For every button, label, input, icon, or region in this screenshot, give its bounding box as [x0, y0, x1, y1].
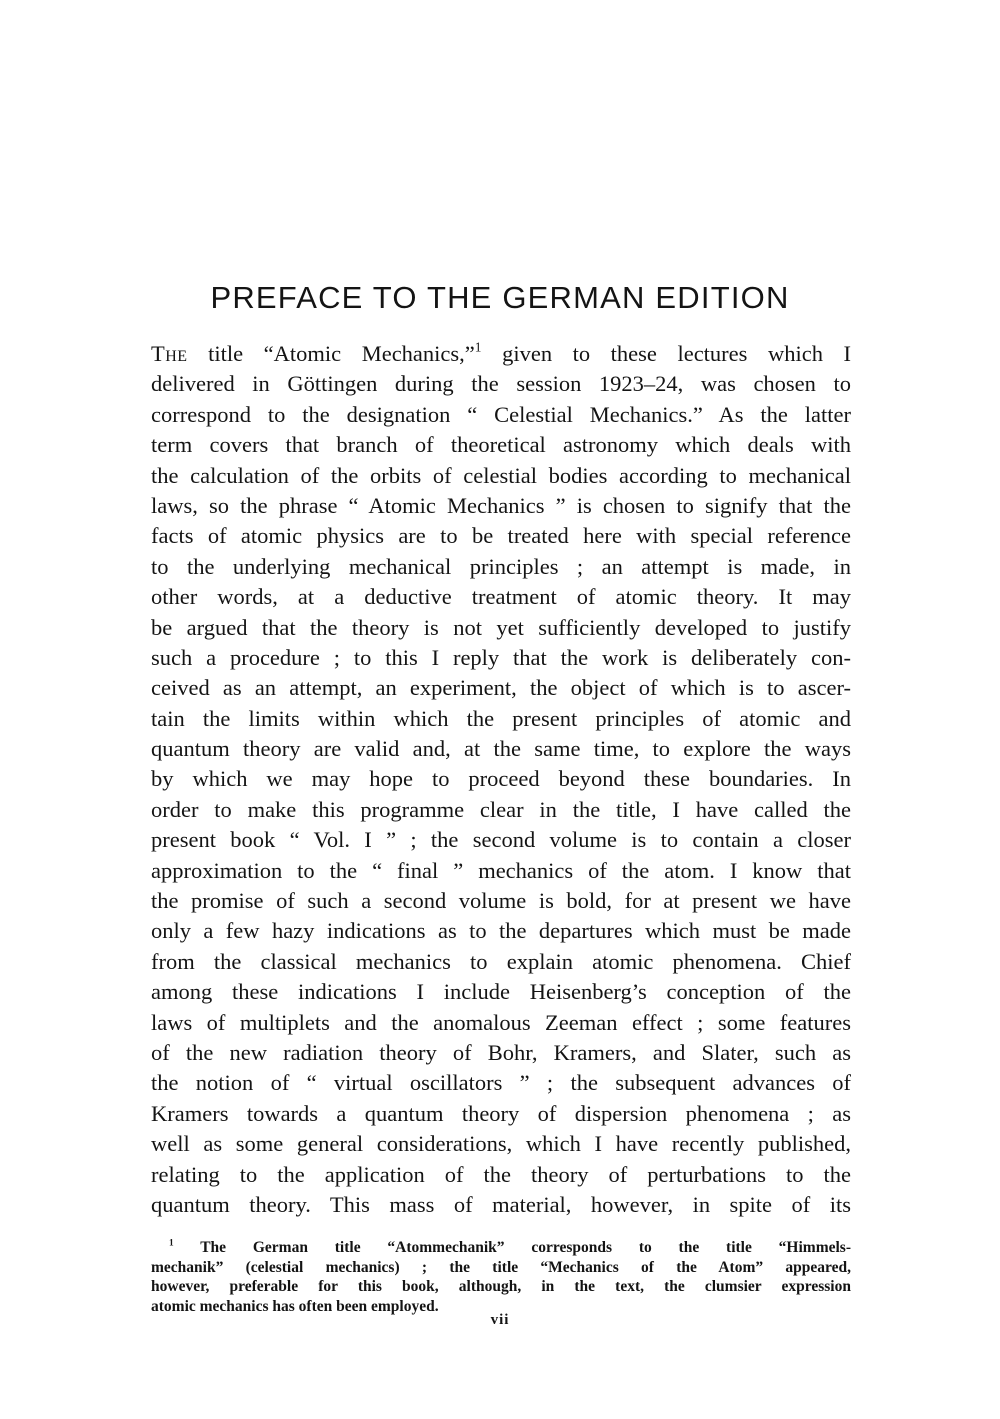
body-line: well as some general considerations, which I have recently published,: [151, 1131, 851, 1157]
body-line: term covers that branch of theoretical astronomy which deals with: [151, 432, 851, 458]
body-line: delivered in Göttingen during the session 1923–24, was chosen to: [151, 371, 851, 397]
page-number: vii: [490, 1312, 510, 1328]
body-line: from the classical mechanics to explain atomic phenomena. Chief: [151, 948, 851, 974]
footnote-line: however, preferable for this book, although, in the text, the clumsier expression: [151, 1278, 851, 1295]
body-line: to the underlying mechanical principles ; an attempt is made, in: [151, 553, 851, 579]
body-line: the notion of “ virtual oscillators ” ; the subsequent advances of: [151, 1070, 851, 1096]
body-line: facts of atomic physics are to be treated here with special reference: [151, 523, 851, 549]
body-line: correspond to the designation “ Celestial Mechanics.” As the latter: [151, 401, 851, 427]
body-line-1: [151, 339, 851, 369]
first-line-part-a: title “Atomic Mechanics,”: [187, 341, 475, 366]
body-line: of the new radiation theory of Bohr, Kramers, and Slater, such as: [151, 1039, 851, 1065]
body-line: approximation to the “ final ” mechanics of the atom. I know that: [151, 857, 851, 883]
body-line: the promise of such a second volume is bold, for at present we have: [151, 888, 851, 914]
first-line-part-b: given to these lectures which I: [481, 341, 851, 366]
body-line: laws of multiplets and the anomalous Zeeman effect ; some features: [151, 1009, 851, 1035]
footnote-line-1: [151, 1238, 851, 1258]
body-line: laws, so the phrase “ Atomic Mechanics ” is chosen to signify that the: [151, 492, 851, 518]
body-line: ceived as an attempt, an experiment, the object of which is to ascer-: [151, 675, 851, 701]
preface-body: [151, 339, 851, 1220]
footnote: [151, 1238, 851, 1316]
body-line: quantum theory. This mass of material, however, in spite of its: [151, 1191, 851, 1217]
page-title: PREFACE TO THE GERMAN EDITION: [210, 280, 790, 315]
body-line: by which we may hope to proceed beyond these boundaries. In: [151, 766, 851, 792]
body-line: Kramers towards a quantum theory of dispersion phenomena ; as: [151, 1100, 851, 1126]
body-line: relating to the application of the theory of perturbations to the: [151, 1161, 851, 1187]
body-line: among these indications I include Heisenberg’s conception of the: [151, 979, 851, 1005]
body-line: other words, at a deductive treatment of atomic theory. It may: [151, 584, 851, 610]
body-line: the calculation of the orbits of celestial bodies according to mechanical: [151, 462, 851, 488]
footnote-text: The German title “Atommechanik” corresponds to the title “Himmels-: [173, 1239, 851, 1256]
opening-word: The: [151, 341, 188, 366]
footnote-mark: 1: [169, 1238, 174, 1249]
body-line: be argued that the theory is not yet sufficiently developed to justify: [151, 614, 851, 640]
footnote-line: atomic mechanics has often been employed.: [151, 1297, 439, 1315]
footnote-line: mechanik” (celestial mechanics) ; the title “Mechanics of the Atom” appeared,: [151, 1258, 851, 1276]
body-line: tain the limits within which the present principles of atomic and: [151, 705, 851, 731]
footnote-reference: 1: [474, 339, 482, 355]
body-line: such a procedure ; to this I reply that the work is deliberately con-: [151, 644, 851, 670]
body-line: quantum theory are valid and, at the same time, to explore the ways: [151, 736, 851, 762]
body-line: only a few hazy indications as to the departures which must be made: [151, 918, 851, 944]
body-line: present book “ Vol. I ” ; the second volume is to contain a closer: [151, 827, 851, 853]
body-line: order to make this programme clear in the title, I have called the: [151, 796, 851, 822]
